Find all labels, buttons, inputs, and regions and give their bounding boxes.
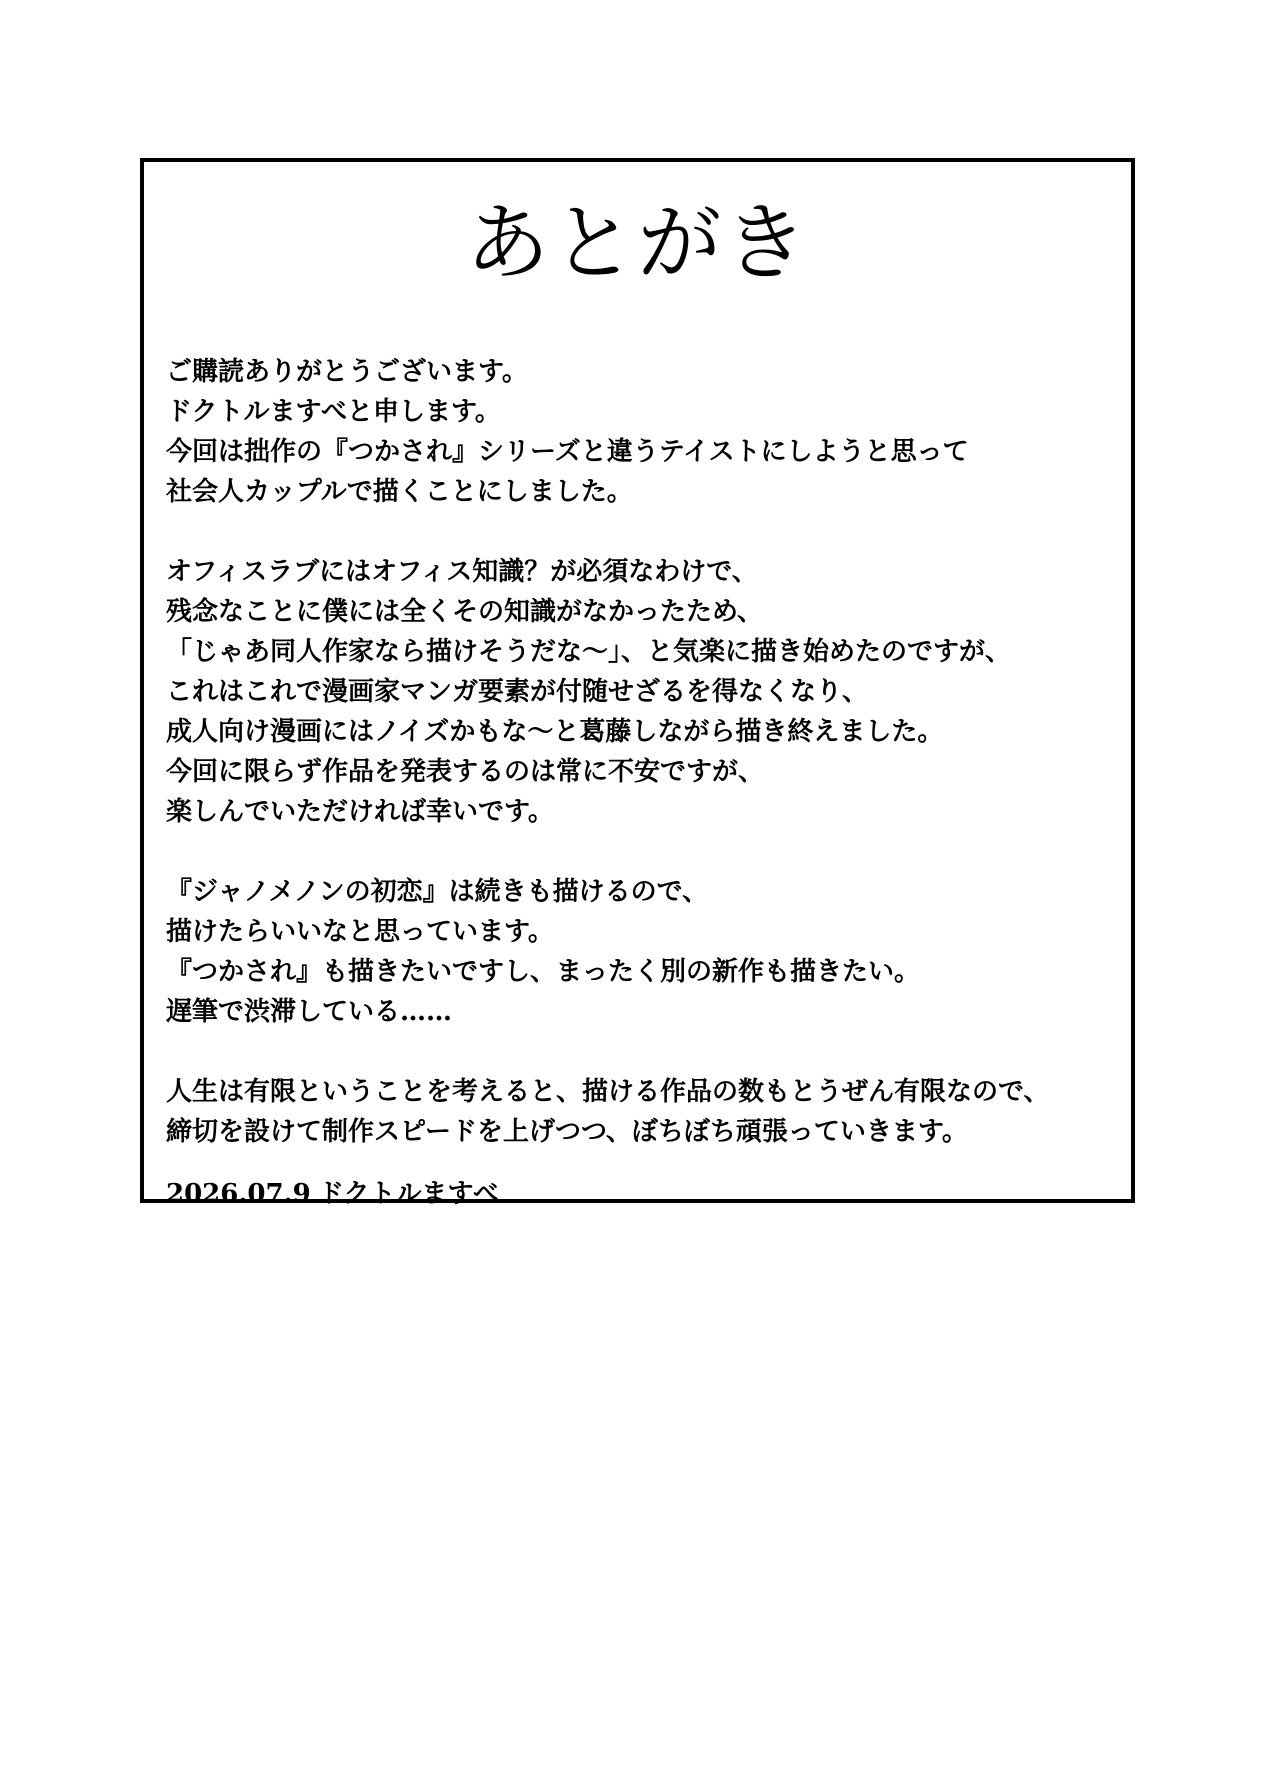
text-line: オフィスラブにはオフィス知識？が必須なわけで、 bbox=[166, 557, 758, 587]
text-line: 『ジャノメノンの初恋』は続きも描けるので、 bbox=[166, 877, 709, 907]
afterword-frame bbox=[140, 158, 1135, 1209]
paragraph-1 bbox=[166, 352, 1116, 512]
text-line: 人生は有限ということを考えると、描ける作品の数もとうぜん有限なので、 bbox=[166, 1077, 1050, 1107]
text-line: 楽しんでいただければ幸いです。 bbox=[166, 797, 554, 827]
text-line: 遅筆で渋滞している…… bbox=[166, 997, 453, 1027]
text-line: 社会人カップルで描くことにしました。 bbox=[166, 477, 633, 507]
text-line: 締切を設けて制作スピードを上げつつ、ぼちぼち頑張っていきます。 bbox=[166, 1117, 968, 1147]
text-line: 『つかされ』も描きたいですし、まったく別の新作も描きたい。 bbox=[166, 957, 921, 987]
text-line: 今回は拙作の『つかされ』シリーズと違うテイストにしようと思って bbox=[166, 437, 969, 467]
page-title: あとがき bbox=[465, 194, 810, 292]
text-line: 描けたらいいなと思っています。 bbox=[166, 917, 554, 947]
text-line: ご購読ありがとうございます。 bbox=[166, 357, 528, 387]
paragraph-2 bbox=[166, 552, 1116, 832]
text-line: ドクトルますべと申します。 bbox=[166, 397, 501, 427]
afterword-body bbox=[166, 352, 1116, 1192]
text-line: 「じゃあ同人作家なら描けそうだな～」、と気楽に描き始めたのですが、 bbox=[166, 637, 1012, 667]
signature bbox=[166, 1174, 499, 1214]
text-line: 成人向け漫画にはノイズかもな～と葛藤しながら描き終えました。 bbox=[166, 717, 944, 747]
text-line: これはこれで漫画家マンガ要素が付随せざるを得なくなり、 bbox=[166, 677, 869, 707]
text-line: 今回に限らず作品を発表するのは常に不安ですが、 bbox=[166, 757, 765, 787]
text-line: 残念なことに僕には全くその知識がなかったため、 bbox=[166, 597, 763, 627]
paragraph-4 bbox=[166, 1072, 1116, 1152]
signature-author: ドクトルますべ bbox=[318, 1179, 499, 1209]
paragraph-3 bbox=[166, 872, 1116, 1032]
signature-date: 2026.07.9 bbox=[166, 1179, 311, 1209]
